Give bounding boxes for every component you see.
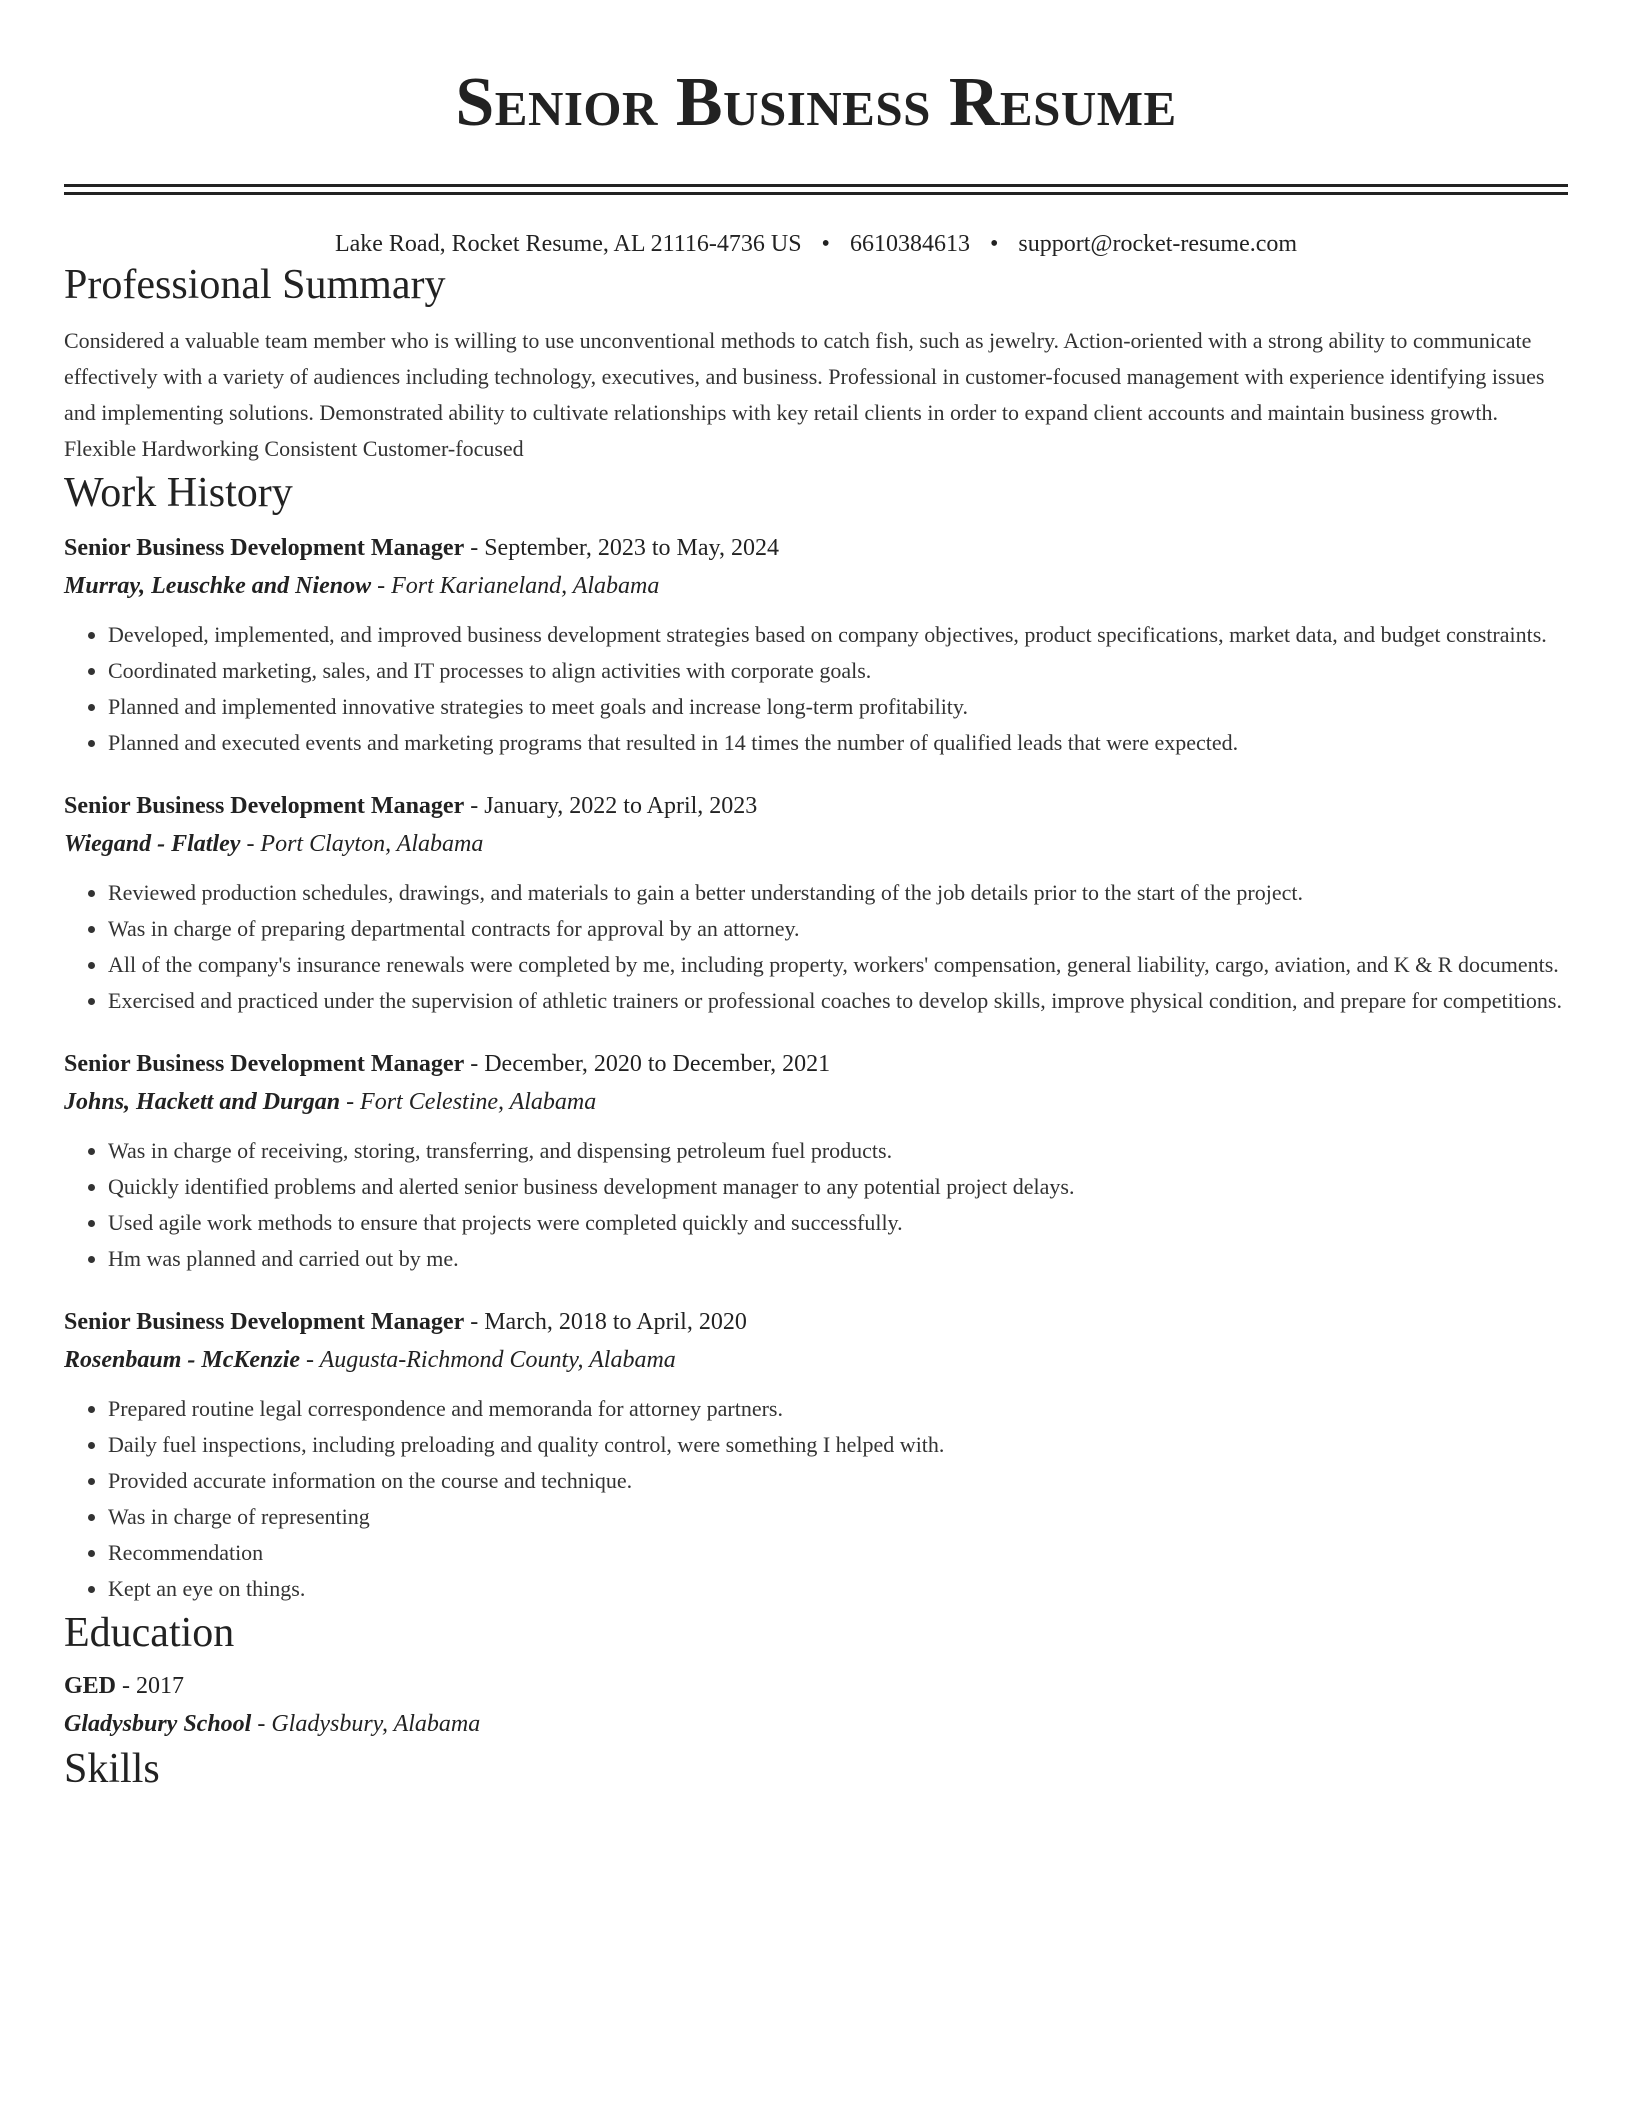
job-bullet: • Reviewed production schedules, drawings, and materials to gain a better understanding of the job details prior to the start of the project. [108, 875, 1568, 911]
job-bullet: • Was in charge of receiving, storing, transferring, and dispensing petroleum fuel products. [108, 1133, 1568, 1169]
contact-separator: • [821, 231, 830, 257]
education-degree-line [64, 1667, 1568, 1705]
summary-heading: Professional Summary [64, 262, 446, 308]
job-company-line [64, 567, 1568, 605]
job-bullet: • Planned and executed events and marketing programs that resulted in 14 times the number of qualified leads that were expected. [108, 725, 1568, 761]
job-bullet: • Coordinated marketing, sales, and IT processes to align activities with corporate goals. [108, 653, 1568, 689]
contact-phone: 6610384613 [849, 231, 970, 257]
education-year: - 2017 [116, 1673, 185, 1699]
contact-line [64, 229, 1568, 259]
job-entry [64, 1303, 1568, 1607]
job-bullet: • Prepared routine legal correspondence and memoranda for attorney partners. [108, 1391, 1568, 1427]
job-bullet: • Hm was planned and carried out by me. [108, 1241, 1568, 1277]
job-bullet: • All of the company's insurance renewals were completed by me, including property, workers' compensation, general liability, cargo, aviation, and K & R documents. [108, 947, 1568, 983]
job-title-line [64, 1045, 1568, 1083]
job-company-line [64, 825, 1568, 863]
job-entry [64, 1045, 1568, 1277]
resume-title: Senior Business Resume [455, 64, 1177, 141]
education-location: - Gladysbury, Alabama [251, 1711, 481, 1737]
job-entry [64, 787, 1568, 1019]
contact-email: support@rocket-resume.com [1018, 231, 1298, 257]
job-title: Senior Business Development Manager [64, 793, 465, 819]
job-location: - Augusta-Richmond County, Alabama [300, 1347, 676, 1373]
job-title: Senior Business Development Manager [64, 1309, 465, 1335]
job-bullet: • Provided accurate information on the course and technique. [108, 1463, 1568, 1499]
job-bullets [64, 1391, 1568, 1607]
contact-separator: • [989, 231, 999, 257]
education-degree: GED [64, 1673, 117, 1699]
education-entry [64, 1667, 1568, 1743]
job-bullet: • Planned and implemented innovative strategies to meet goals and increase long-term profitability. [108, 689, 1568, 725]
job-bullet: • Was in charge of representing [108, 1499, 1568, 1535]
title-double-rule [64, 184, 1568, 195]
job-company: Wiegand - Flatley [64, 831, 241, 857]
job-location: - Fort Karianeland, Alabama [371, 573, 660, 599]
education-heading: Education [64, 1610, 235, 1656]
job-bullet: • Kept an eye on things. [108, 1571, 1568, 1607]
job-company-line [64, 1083, 1568, 1121]
work-history-heading: Work History [64, 470, 293, 516]
job-bullet: • Quickly identified problems and alerted senior business development manager to any potential project delays. [108, 1169, 1568, 1205]
summary-text: Considered a valuable team member who is willing to use unconventional methods to catch fish, such as jewelry. Action-oriented with a strong ability to communicate effectively with a variety of audiences including technology, executives, and business. Professional in customer-focused management with experience identifying issues and implementing solutions. Demonstrated ability to cultivate relationships with key retail clients in order to expand client accounts and maintain business growth. Flexible Hardworking Consistent Customer-focused [64, 328, 1545, 461]
job-bullet: • Exercised and practiced under the supervision of athletic trainers or professional coaches to develop skills, improve physical condition, and prepare for competitions. [108, 983, 1568, 1019]
job-bullets [64, 875, 1568, 1019]
job-dates: - January, 2022 to April, 2023 [464, 793, 758, 819]
job-company: Murray, Leuschke and Nienow [64, 573, 372, 599]
job-dates: - December, 2020 to December, 2021 [464, 1051, 831, 1077]
job-location: - Port Clayton, Alabama [240, 831, 484, 857]
job-title-line [64, 787, 1568, 825]
contact-address: Lake Road, Rocket Resume, AL 21116-4736 US [334, 231, 802, 257]
job-bullets [64, 617, 1568, 761]
job-bullet: • Was in charge of preparing departmental contracts for approval by an attorney. [108, 911, 1568, 947]
skills-heading: Skills [64, 1746, 160, 1792]
job-company: Johns, Hackett and Durgan [64, 1089, 341, 1115]
job-dates: - March, 2018 to April, 2020 [464, 1309, 747, 1335]
job-bullet: • Used agile work methods to ensure that projects were completed quickly and successfully. [108, 1205, 1568, 1241]
job-title: Senior Business Development Manager [64, 1051, 465, 1077]
job-company: Rosenbaum - McKenzie [64, 1347, 301, 1373]
job-bullets [64, 1133, 1568, 1277]
job-entry [64, 529, 1568, 761]
job-title-line [64, 529, 1568, 567]
job-company-line [64, 1341, 1568, 1379]
job-title-line [64, 1303, 1568, 1341]
job-location: - Fort Celestine, Alabama [340, 1089, 597, 1115]
education-school-line [64, 1705, 1568, 1743]
education-school: Gladysbury School [64, 1711, 252, 1737]
job-title: Senior Business Development Manager [64, 535, 465, 561]
job-dates: - September, 2023 to May, 2024 [464, 535, 779, 561]
job-bullet: • Developed, implemented, and improved business development strategies based on company objectives, product specifications, market data, and budget constraints. [108, 617, 1568, 653]
job-bullet: • Daily fuel inspections, including preloading and quality control, were something I helped with. [108, 1427, 1568, 1463]
job-bullet: • Recommendation [108, 1535, 1568, 1571]
